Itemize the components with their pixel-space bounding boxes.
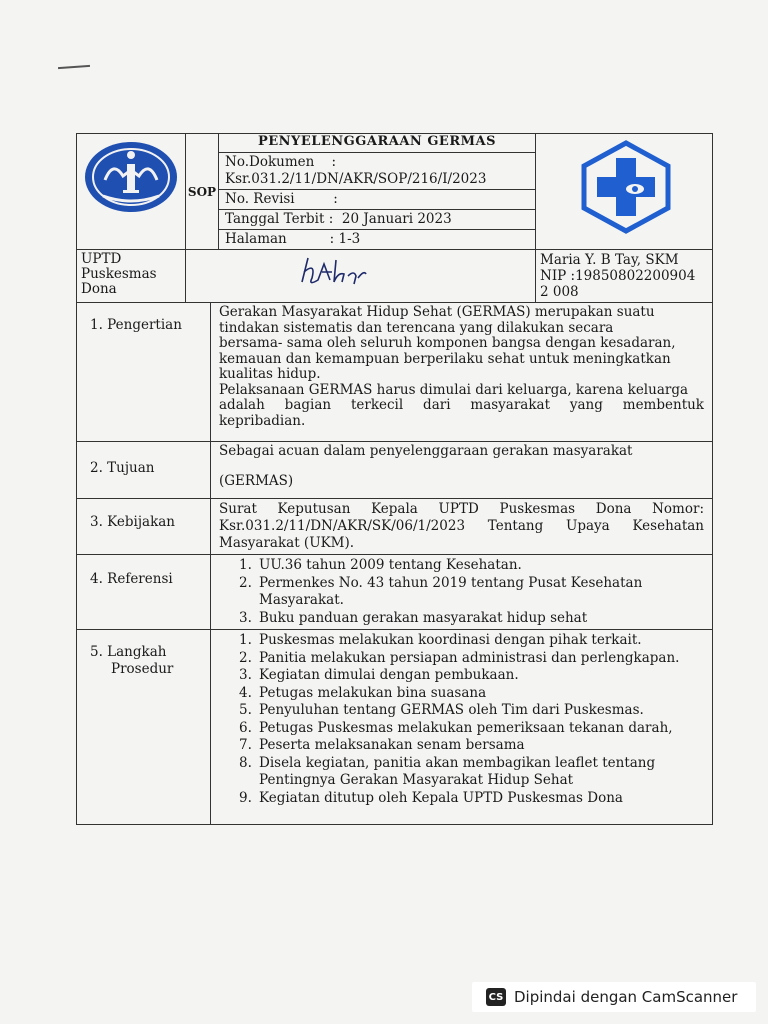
prosedur-item-text: Petugas melakukan bina suasana — [259, 684, 487, 701]
sop-header-table — [76, 133, 713, 303]
referensi-item-number: 2. — [239, 574, 252, 591]
prosedur-item-text: Peserta melaksanakan senam bersama — [259, 737, 525, 753]
prosedur-item-text: Petugas Puskesmas melakukan pemeriksaan tekanan darah, — [259, 719, 673, 736]
prosedur-item-number: 1. — [239, 632, 252, 648]
referensi-item-text: UU.36 tahun 2009 tentang Kesehatan. — [259, 557, 522, 573]
section-list-prosedur — [211, 630, 713, 825]
tujuan-line-1: Sebagai acuan dalam penyelenggaraan gerakan masyarakat — [219, 443, 633, 459]
pen-stroke-mark — [58, 65, 90, 69]
doc-number-value: Ksr.031.2/11/DN/AKR/SOP/216/I/2023 — [225, 171, 487, 187]
section-referensi — [77, 555, 713, 630]
doc-number-label: No.Dokumen — [225, 154, 315, 170]
prosedur-item-text: Panitia melakukan persiapan administrasi dan perlengkapan. — [259, 649, 680, 666]
prosedur-item — [239, 685, 704, 703]
prosedur-item — [239, 667, 704, 685]
section-pengertian — [77, 303, 713, 442]
camscanner-watermark — [472, 982, 756, 1012]
prosedur-list — [219, 632, 704, 807]
section-label-kebijakan: 3. Kebijakan — [77, 499, 211, 555]
page-sep: : — [329, 231, 335, 247]
section-text-tujuan — [211, 442, 713, 499]
date-value: 20 Januari 2023 — [341, 211, 452, 227]
section-label-tujuan: 2. Tujuan — [77, 442, 211, 499]
signature-cell — [186, 250, 536, 303]
pengertian-line-7: adalah bagian terkecil dari masyarakat yang membentuk — [219, 397, 704, 413]
section-text-pengertian — [211, 303, 713, 442]
prosedur-item-text: Penyuluhan tentang GERMAS oleh Tim dari Puskesmas. — [259, 702, 644, 718]
date-sep: : — [328, 211, 334, 227]
revision-label: No. Revisi — [225, 191, 295, 207]
referensi-item-text: Permenkes No. 43 tahun 2019 tentang Pusat Kesehatan Masyarakat. — [259, 574, 643, 608]
prosedur-item — [239, 737, 704, 755]
page-field — [219, 230, 536, 250]
signer-cell — [536, 250, 713, 303]
prosedur-item — [239, 702, 704, 720]
prosedur-item — [239, 790, 704, 808]
prosedur-label-line-2: Prosedur — [111, 661, 174, 677]
sop-content-table — [76, 302, 713, 825]
puskesmas-cross-emblem-icon — [578, 140, 674, 234]
date-label: Tanggal Terbit — [225, 211, 325, 227]
org-line-2: Puskesmas — [81, 266, 157, 282]
camscanner-text: Dipindai dengan CamScanner — [514, 988, 738, 1006]
document-title: PENYELENGGARAAN GERMAS — [219, 134, 536, 153]
prosedur-item-number: 2. — [239, 649, 252, 666]
regional-emblem-icon — [83, 140, 179, 214]
pengertian-line-4: kemauan dan kemampuan berperilaku sehat untuk meningkatkan — [219, 350, 671, 367]
referensi-item-number: 3. — [239, 609, 252, 626]
prosedur-item-number: 7. — [239, 737, 252, 753]
prosedur-item-text: Kegiatan ditutup oleh Kepala UPTD Puskesmas Dona — [259, 789, 623, 806]
revision-sep: : — [333, 191, 338, 207]
section-text-kebijakan: Surat Keputusan Kepala UPTD Puskesmas Dona Nomor: Ksr.031.2/11/DN/AKR/SK/06/1/2023 Tentang Upaya Kesehatan Masyarakat (UKM). — [211, 499, 713, 555]
prosedur-item-text: Disela kegiatan, panitia akan membagikan leaflet tentang Pentingnya Gerakan Masyarakat Hidup Sehat — [259, 754, 656, 788]
section-label-referensi: 4. Referensi — [77, 555, 211, 630]
org-line-1: UPTD — [81, 251, 122, 267]
puskesmas-emblem-cell — [536, 134, 713, 250]
prosedur-item — [239, 720, 704, 738]
camscanner-logo-icon: CS — [486, 988, 506, 1006]
referensi-item-number: 1. — [239, 557, 252, 573]
prosedur-item — [239, 632, 704, 650]
signer-nip-line-1: NIP :19850802200904 — [540, 268, 696, 284]
doc-number-sep: : — [331, 154, 337, 170]
prosedur-item-number: 6. — [239, 719, 252, 736]
section-label-prosedur — [77, 630, 211, 825]
section-label-pengertian: 1. Pengertian — [77, 303, 211, 442]
section-tujuan — [77, 442, 713, 499]
organization-cell — [77, 250, 186, 303]
page-value: 1-3 — [338, 231, 361, 247]
prosedur-item-text: Puskesmas melakukan koordinasi dengan pihak terkait. — [259, 632, 642, 648]
pengertian-line-8: kepribadian. — [219, 412, 306, 429]
doc-number-field — [219, 153, 536, 190]
referensi-list — [219, 557, 704, 627]
page-label: Halaman — [225, 231, 287, 247]
date-field — [219, 210, 536, 230]
prosedur-item-number: 5. — [239, 702, 252, 718]
org-line-3: Dona — [81, 281, 117, 297]
referensi-item-text: Buku panduan gerakan masyarakat hidup sehat — [259, 609, 588, 626]
referensi-item — [239, 557, 704, 575]
prosedur-item-number: 8. — [239, 754, 252, 771]
section-prosedur — [77, 630, 713, 825]
pengertian-line-6: Pelaksanaan GERMAS harus dimulai dari keluarga, karena keluarga — [219, 381, 689, 398]
revision-field — [219, 190, 536, 210]
prosedur-item — [239, 755, 704, 790]
prosedur-item — [239, 650, 704, 668]
prosedur-item-text: Kegiatan dimulai dengan pembukaan. — [259, 667, 519, 683]
prosedur-item-number: 3. — [239, 667, 252, 683]
pengertian-line-5: kualitas hidup. — [219, 366, 321, 382]
pengertian-line-3: bersama- sama oleh seluruh komponen bangsa dengan kesadaran, — [219, 335, 676, 351]
prosedur-item-number: 4. — [239, 684, 252, 701]
pengertian-line-1: Gerakan Masyarakat Hidup Sehat (GERMAS) merupakan suatu — [219, 304, 655, 320]
sop-label: SOP — [186, 134, 219, 250]
referensi-item — [239, 575, 704, 610]
handwritten-signature-icon — [294, 252, 374, 292]
pengertian-line-2: tindakan sistematis dan terencana yang dilakukan secara — [219, 319, 614, 336]
section-kebijakan — [77, 499, 713, 555]
regional-emblem-cell — [77, 134, 186, 250]
prosedur-item-number: 9. — [239, 789, 252, 806]
signer-nip-line-2: 2 008 — [540, 284, 579, 300]
section-list-referensi — [211, 555, 713, 630]
prosedur-label-line-1: 5. Langkah — [90, 644, 167, 660]
referensi-item — [239, 610, 704, 628]
signer-name: Maria Y. B Tay, SKM — [540, 252, 679, 268]
tujuan-line-2: (GERMAS) — [219, 472, 294, 489]
